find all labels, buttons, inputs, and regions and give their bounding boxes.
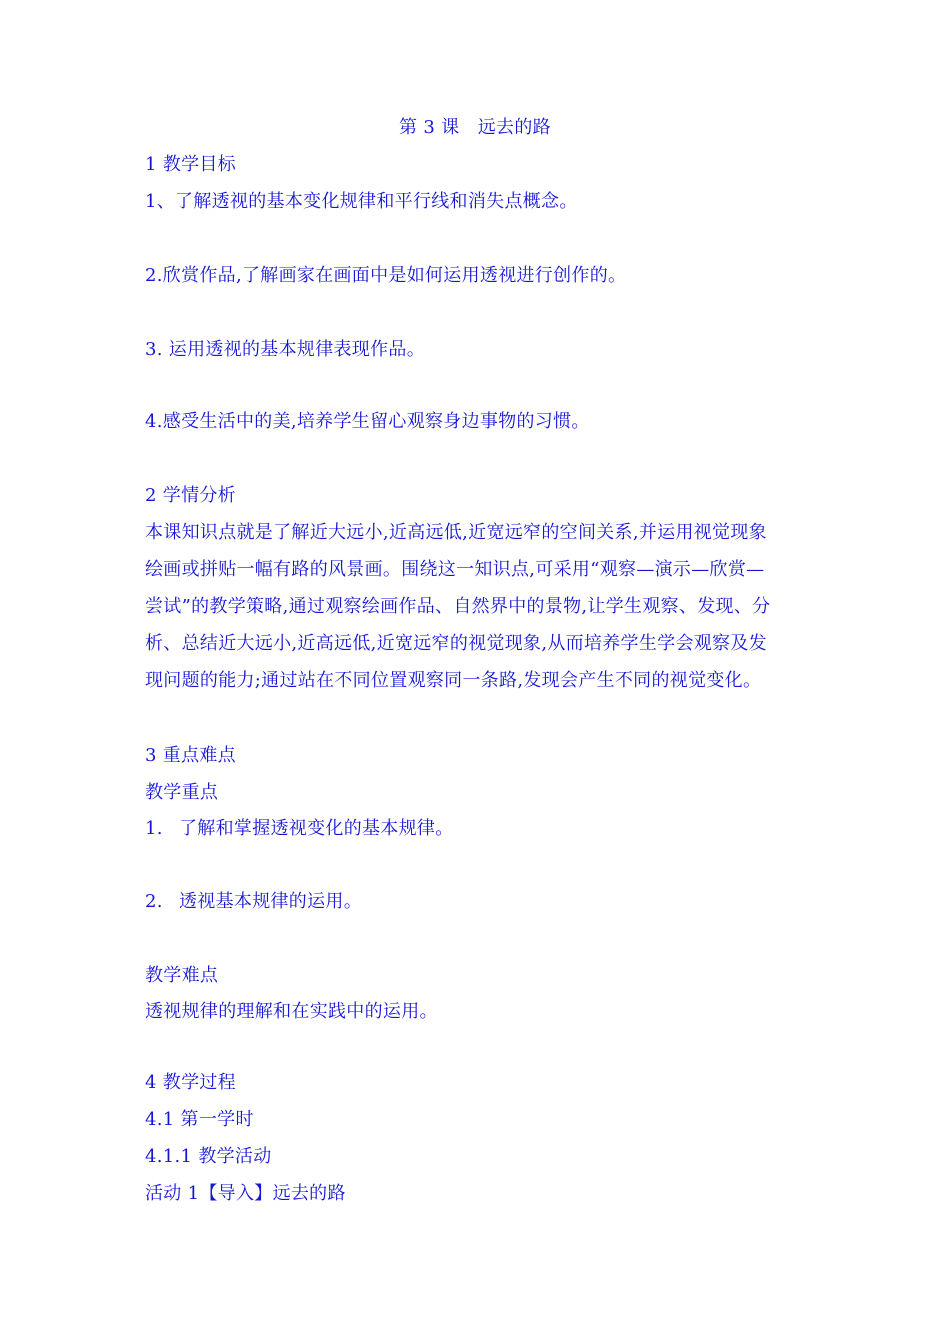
objective-item: 2.欣赏作品,了解画家在画面中是如何运用透视进行创作的。 (145, 265, 627, 286)
analysis-line: 本课知识点就是了解近大远小,近高远低,近宽远窄的空间关系,并运用视觉现象 (145, 522, 767, 543)
lesson-title: 第 3 课 远去的路 (399, 117, 551, 138)
analysis-line: 尝试”的教学策略,通过观察绘画作品、自然界中的景物,让学生观察、发现、分 (145, 596, 771, 617)
key-points-heading: 教学重点 (145, 782, 219, 803)
list-number: 2. (145, 891, 163, 912)
objective-item: 1、了解透视的基本变化规律和平行线和消失点概念。 (145, 191, 578, 212)
section-heading-key-points: 3 重点难点 (145, 745, 236, 766)
objective-item: 3. 运用透视的基本规律表现作品。 (145, 339, 425, 360)
key-point-item (145, 818, 454, 840)
activity-heading: 活动 1【导入】远去的路 (145, 1183, 346, 1204)
key-point-item (145, 891, 362, 913)
subsection-heading: 4.1 第一学时 (145, 1109, 254, 1130)
analysis-line: 绘画或拼贴一幅有路的风景画。围绕这一知识点,可采用“观察—演示—欣赏— (145, 559, 765, 580)
analysis-line: 析、总结近大远小,近高远低,近宽远窄的视觉现象,从而培养学生学会观察及发 (145, 633, 767, 654)
objective-item: 4.感受生活中的美,培养学生留心观察身边事物的习惯。 (145, 411, 590, 432)
list-number: 1. (145, 818, 163, 839)
difficult-points-text: 透视规律的理解和在实践中的运用。 (145, 1001, 438, 1022)
difficult-points-heading: 教学难点 (145, 965, 219, 986)
subsection-heading: 4.1.1 教学活动 (145, 1146, 272, 1167)
list-text: 了解和掌握透视变化的基本规律。 (179, 818, 454, 839)
section-heading-process: 4 教学过程 (145, 1072, 236, 1093)
section-heading-analysis: 2 学情分析 (145, 485, 236, 506)
analysis-line: 现问题的能力;通过站在不同位置观察同一条路,发现会产生不同的视觉变化。 (145, 670, 762, 691)
list-text: 透视基本规律的运用。 (179, 891, 362, 912)
section-heading-objectives: 1 教学目标 (145, 154, 236, 175)
